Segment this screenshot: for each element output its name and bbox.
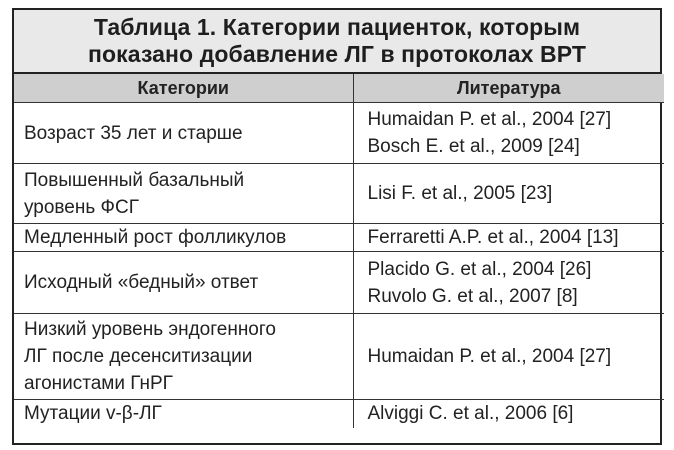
literature-cell	[353, 400, 664, 428]
category-text: Исходный «бедный» ответ	[24, 272, 259, 293]
category-cell	[14, 164, 353, 224]
category-cell	[14, 252, 353, 314]
table-row	[14, 164, 664, 224]
literature-cell	[353, 164, 664, 224]
reference-text: Ferraretti A.P. et al., 2004 [13]	[367, 227, 619, 248]
literature-cell	[353, 224, 664, 252]
category-text: агонистами ГнРГ	[24, 373, 173, 394]
table-title-line-2: показано добавление ЛГ в протоколах ВРТ	[88, 41, 586, 67]
literature-cell	[353, 252, 664, 314]
table-title	[14, 10, 660, 74]
category-text: Мутации v-β-ЛГ	[24, 403, 162, 425]
category-text: уровень ФСГ	[24, 196, 139, 218]
data-table	[14, 74, 664, 428]
category-cell	[14, 400, 353, 428]
header-row	[14, 74, 664, 103]
reference-text: Humaidan P. et al., 2004 [27]	[367, 346, 612, 367]
reference-text: Bosch E. et al., 2009 [24]	[367, 136, 580, 157]
table-row	[14, 400, 664, 428]
category-cell	[14, 103, 353, 164]
reference-text: Alviggi C. et al., 2006 [6]	[367, 403, 574, 425]
column-header-literature: Литература	[353, 74, 664, 103]
column-header-category: Категории	[14, 74, 353, 103]
table-row	[14, 103, 664, 164]
table-row	[14, 314, 664, 400]
category-text: Медленный рост фолликулов	[24, 227, 287, 248]
category-text: Возраст 35 лет и старше	[24, 122, 243, 144]
category-cell	[14, 314, 353, 400]
table-row	[14, 252, 664, 314]
literature-cell	[353, 314, 664, 400]
table-title-line-1: Таблица 1. Категории пациенток, которым	[93, 14, 581, 40]
reference-text: Ruvolo G. et al., 2007 [8]	[367, 285, 578, 307]
reference-text: Placido G. et al., 2004 [26]	[367, 258, 592, 280]
table-row	[14, 224, 664, 252]
category-text: Повышенный базальный	[24, 169, 245, 191]
literature-cell	[353, 103, 664, 164]
reference-text: Humaidan P. et al., 2004 [27]	[367, 109, 612, 130]
category-text: ЛГ после десенситизации	[24, 346, 253, 367]
table-frame	[12, 8, 662, 445]
category-cell	[14, 224, 353, 252]
category-text: Низкий уровень эндогенного	[24, 319, 276, 340]
reference-text: Lisi F. et al., 2005 [23]	[367, 183, 553, 204]
